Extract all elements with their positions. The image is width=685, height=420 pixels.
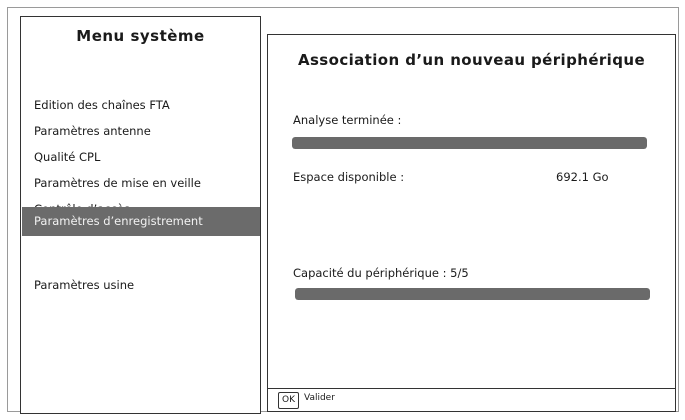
menu-item-cpl-quality[interactable]: Qualité CPL — [34, 150, 101, 164]
scan-progress-bar — [292, 137, 647, 149]
menu-item-antenna-settings[interactable]: Paramètres antenne — [34, 124, 151, 138]
scan-progress-fill — [292, 137, 647, 149]
sidebar-title: Menu système — [76, 27, 205, 45]
new-device-panel — [267, 34, 676, 412]
validate-label: Valider — [304, 393, 335, 403]
panel-title: Association d’un nouveau périphérique — [297, 51, 646, 69]
panel-footer — [268, 388, 675, 411]
menu-item-factory-settings[interactable]: Paramètres usine — [34, 278, 135, 292]
capacity-label: Capacité du périphérique : 5/5 — [293, 266, 469, 280]
system-menu-sidebar — [20, 16, 261, 414]
menu-item-recording-settings[interactable]: Paramètres d’enregistrement — [22, 207, 260, 236]
capacity-progress-fill — [295, 288, 650, 300]
scan-label: Analyse terminée : — [293, 113, 402, 127]
menu-item-standby-settings[interactable]: Paramètres de mise en veille — [34, 176, 201, 190]
ok-button[interactable]: OK — [278, 392, 299, 409]
space-value: 692.1 Go — [556, 170, 609, 184]
menu-item-fta-channels[interactable]: Edition des chaînes FTA — [34, 98, 170, 112]
capacity-progress-bar — [295, 288, 650, 300]
space-label: Espace disponible : — [293, 170, 405, 184]
